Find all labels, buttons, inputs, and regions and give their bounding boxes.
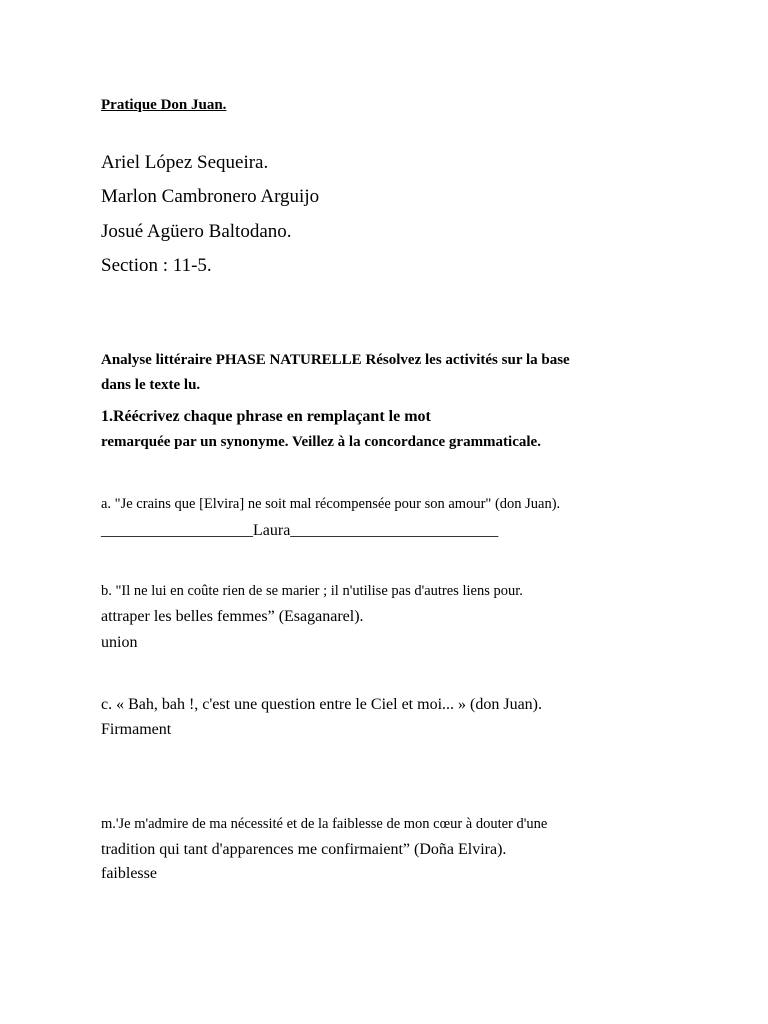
item-c-quote: c. « Bah, bah !, c'est une question entre le Ciel et moi... » (don Juan). bbox=[101, 696, 542, 713]
author-1: Ariel López Sequeira. bbox=[101, 152, 269, 173]
item-c-answer: Firmament bbox=[101, 721, 172, 738]
instructions-line-1: Analyse littéraire PHASE NATURELLE Résolvez les activités sur la base bbox=[101, 352, 570, 368]
item-m-quote-line-1: m.'Je m'admire de ma nécessité et de la faiblesse de mon cœur à douter d'une bbox=[101, 816, 548, 832]
item-b-answer: union bbox=[101, 634, 138, 651]
item-b-quote-line-2: attraper les belles femmes” (Esaganarel). bbox=[101, 608, 364, 625]
item-a-answer: ___________________Laura__________________________ bbox=[101, 522, 499, 539]
exercise-heading-line-2: remarquée par un synonyme. Veillez à la concordance grammaticale. bbox=[101, 434, 541, 450]
document-title: Pratique Don Juan. bbox=[101, 97, 227, 113]
instructions-line-2: dans le texte lu. bbox=[101, 377, 201, 393]
item-a-quote: a. "Je crains que [Elvira] ne soit mal récompensée pour son amour" (don Juan). bbox=[101, 496, 561, 512]
author-3: Josué Agüero Baltodano. bbox=[101, 221, 292, 242]
item-m-quote-line-2: tradition qui tant d'apparences me confirmaient” (Doña Elvira). bbox=[101, 841, 507, 858]
author-2: Marlon Cambronero Arguijo bbox=[101, 186, 320, 207]
exercise-heading-line-1: 1.Réécrivez chaque phrase en remplaçant le mot bbox=[101, 408, 431, 425]
item-b-quote-line-1: b. "Il ne lui en coûte rien de se marier ; il n'utilise pas d'autres liens pour. bbox=[101, 583, 523, 599]
section-label: Section : 11-5. bbox=[101, 255, 212, 276]
item-m-answer: faiblesse bbox=[101, 865, 157, 882]
